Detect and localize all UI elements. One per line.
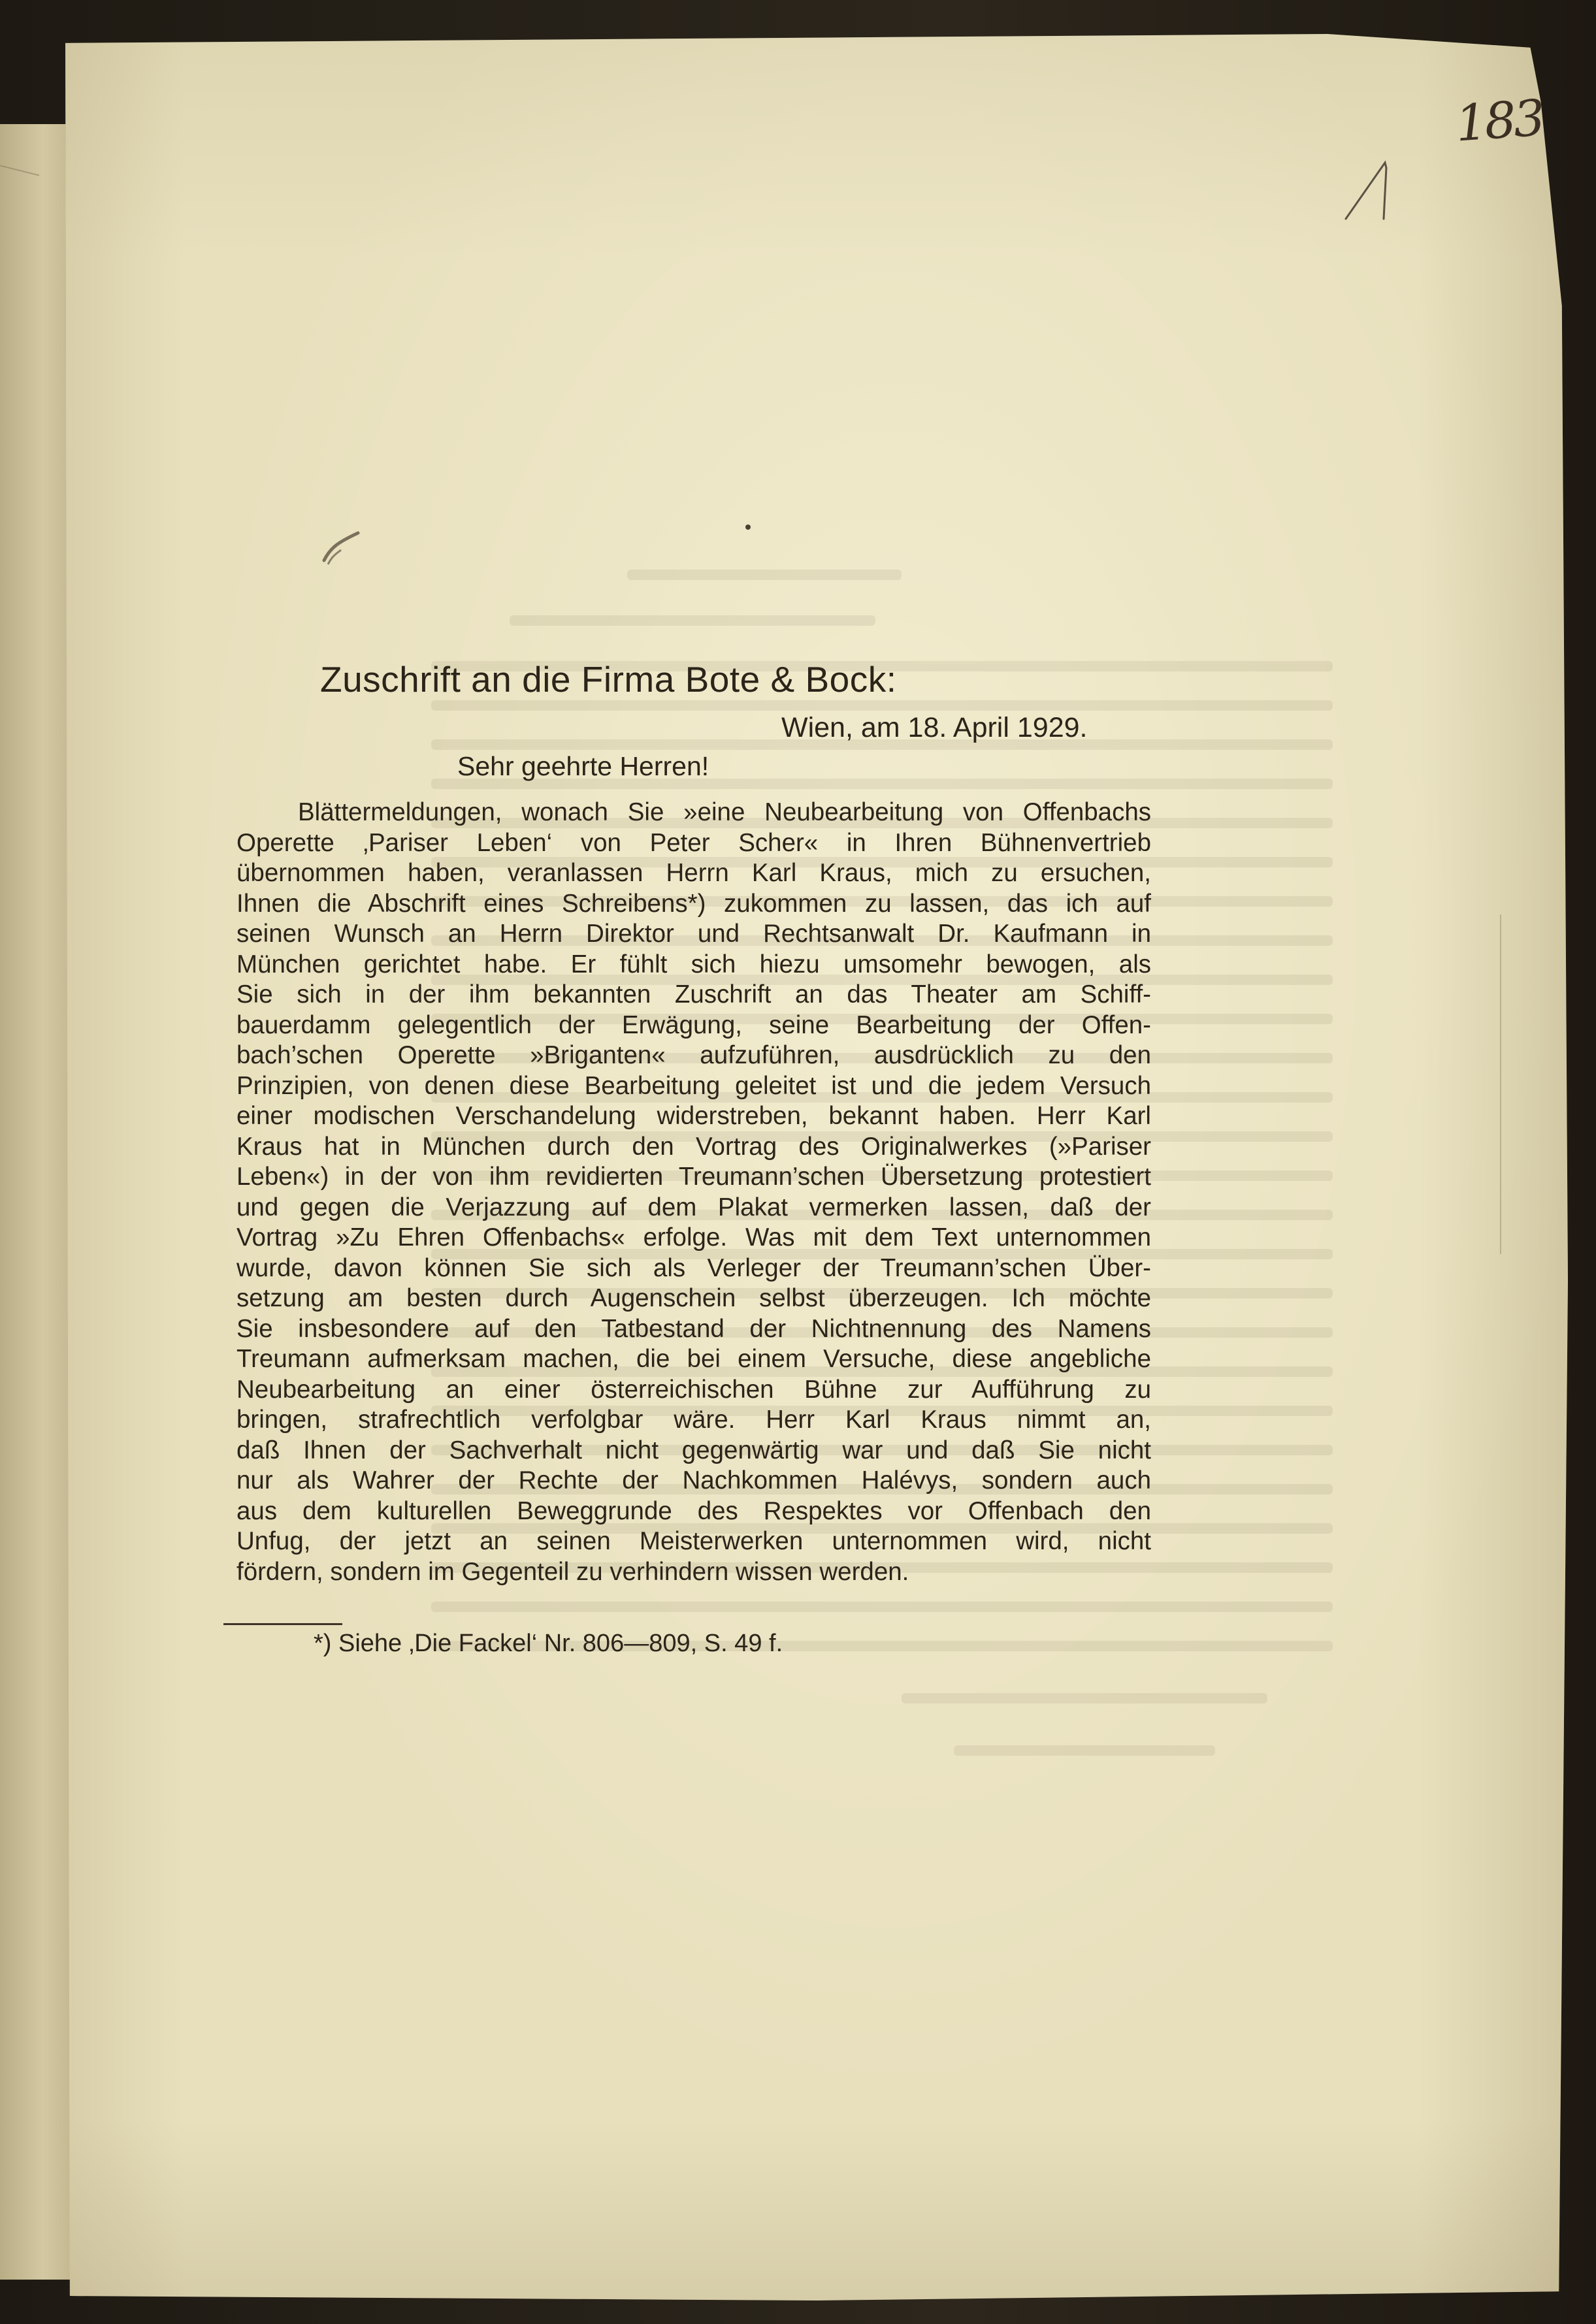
body-line: und gegen die Verjazzung auf dem Plakat vermerken lassen, daß der <box>236 1193 1151 1221</box>
letter-heading: Zuschrift an die Firma Bote & Bock: <box>320 659 897 700</box>
body-line: Sie sich in der ihm bekannten Zuschrift an das Theater am Schiff- <box>236 980 1151 1009</box>
adjacent-page-crease <box>0 165 39 255</box>
body-line: bach’schen Operette »Briganten« aufzuführen, ausdrücklich zu den <box>236 1041 1151 1069</box>
date-line: Wien, am 18. April 1929. <box>781 712 1088 743</box>
body-line: fördern, sondern im Gegenteil zu verhindern wissen werden. <box>236 1557 909 1586</box>
footnote: *) Siehe ‚Die Fackel‘ Nr. 806—809, S. 49 f. <box>314 1630 783 1657</box>
body-line: Operette ‚Pariser Leben‘ von Peter Scher« in Ihren Bühnenvertrieb <box>236 828 1151 857</box>
body-line: daß Ihnen der Sachverhalt nicht gegenwärtig war und daß Sie nicht <box>236 1436 1151 1464</box>
salutation: Sehr geehrte Herren! <box>457 751 709 781</box>
body-line: bringen, strafrechtlich verfolgbar wäre. Herr Karl Kraus nimmt an, <box>236 1406 1151 1434</box>
body-line: Treumann aufmerksam machen, die bei einem Versuche, diese angebliche <box>236 1345 1151 1373</box>
footnote-divider <box>223 1623 342 1625</box>
body-line: Blättermeldungen, wonach Sie »eine Neubearbeitung von Offenbachs <box>298 798 1151 826</box>
ink-dot <box>745 525 751 530</box>
body-line: Neubearbeitung an einer österreichischen Bühne zur Aufführung zu <box>236 1375 1151 1404</box>
body-line: wurde, davon können Sie sich als Verleger der Treumann’schen Über- <box>236 1253 1151 1282</box>
body-line: München gerichtet habe. Er fühlt sich hiezu umsomehr bewogen, als <box>236 950 1151 978</box>
body-line: übernommen haben, veranlassen Herrn Karl Kraus, mich zu ersuchen, <box>236 859 1151 887</box>
ink-smudge-icon <box>319 528 365 567</box>
handwritten-folio-number: 183 <box>1454 88 1545 153</box>
adjacent-page-edge <box>0 124 74 2280</box>
body-line: aus dem kulturellen Beweggrunde des Respektes vor Offenbach den <box>236 1496 1151 1525</box>
body-line: Kraus hat in München durch den Vortrag des Originalwerkes (»Pariser <box>236 1132 1151 1161</box>
body-line: Leben«) in der von ihm revidierten Treumann’schen Übersetzung protestiert <box>236 1163 1151 1191</box>
body-line: seinen Wunsch an Herrn Direktor und Rechtsanwalt Dr. Kaufmann in <box>236 920 1151 948</box>
body-line: Prinzipien, von denen diese Bearbeitung geleitet ist und die jedem Versuch <box>236 1071 1151 1100</box>
paper-fold-line <box>1500 914 1501 1254</box>
letter-body <box>236 798 1151 1587</box>
body-line: Unfug, der jetzt an seinen Meisterwerken unternommen wird, nicht <box>236 1527 1151 1555</box>
body-line: Ihnen die Abschrift eines Schreibens*) zukommen zu lassen, das ich auf <box>236 889 1151 918</box>
body-line: Sie insbesondere auf den Tatbestand der Nichtnennung des Namens <box>236 1314 1151 1343</box>
body-line: setzung am besten durch Augenschein selbst überzeugen. Ich möchte <box>236 1284 1151 1312</box>
body-line: einer modischen Verschandelung widerstreben, bekannt haben. Herr Karl <box>236 1102 1151 1130</box>
body-line: bauerdamm gelegentlich der Erwägung, seine Bearbeitung der Offen- <box>236 1010 1151 1039</box>
body-line: Vortrag »Zu Ehren Offenbachs« erfolge. Was mit dem Text unternommen <box>236 1223 1151 1251</box>
pencil-mark-icon <box>1339 153 1398 225</box>
body-line: nur als Wahrer der Rechte der Nachkommen Halévys, sondern auch <box>236 1466 1151 1494</box>
